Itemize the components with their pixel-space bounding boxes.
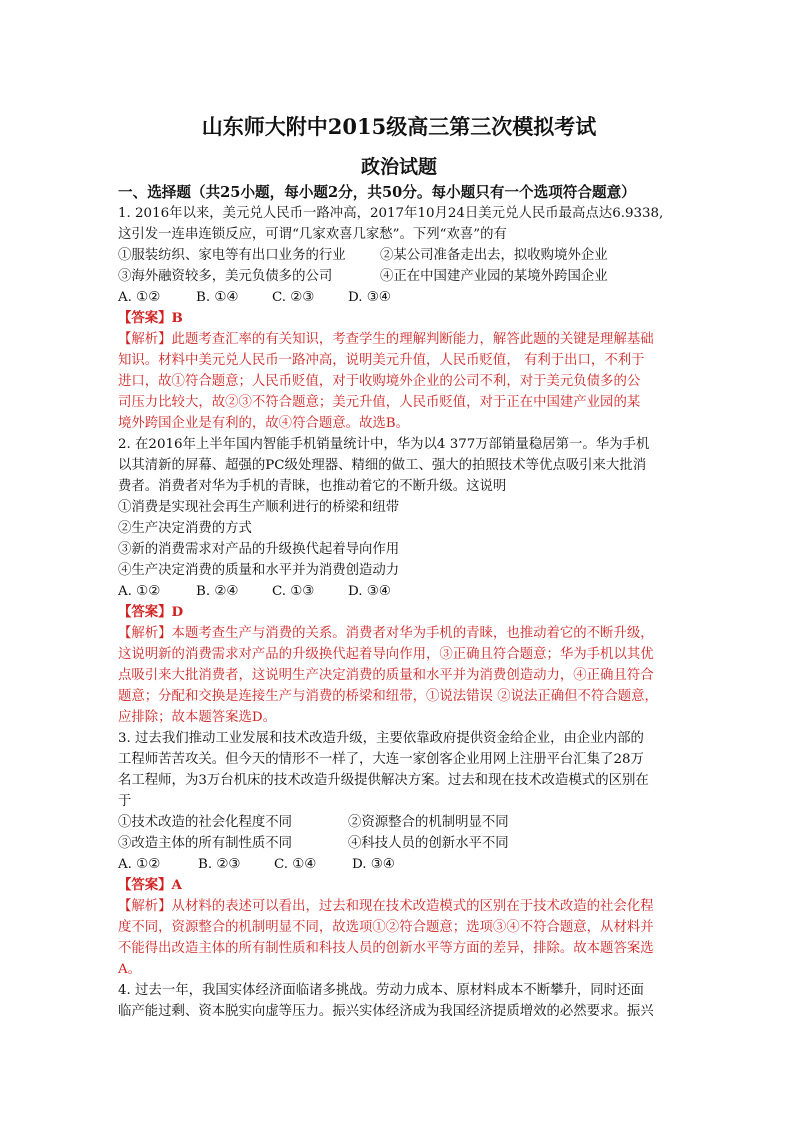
question-stem-line: 以其清新的屏幕、超强的PC级处理器、精细的做工、强大的拍照技术等优点吸引来大批消	[118, 458, 647, 473]
page-subtitle: 政治试题	[360, 156, 437, 178]
analysis-line: 题意；分配和交换是连接生产与消费的桥梁和纽带，①说法错误 ②说法正确但不符合题意，	[118, 689, 658, 704]
section-heading: 一、选择题（共25小题，每小题2分，共50分。每小题只有一个选项符合题意）	[118, 184, 636, 201]
question-stem-line: 于	[118, 794, 132, 809]
analysis-line: 知识。材料中美元兑人民币一路冲高，说明美元升值，人民币贬值， 有利于出口，不利于	[118, 353, 645, 368]
question-stem-line: 费者。消费者对华为手机的青睐，也推动着它的不断升级。这说明	[118, 479, 507, 494]
page-title: 山东师大附中2015级高三第三次模拟考试	[201, 114, 597, 139]
analysis-line: A。	[118, 962, 142, 977]
analysis-line: 应排除；故本题答案选D。	[118, 710, 277, 725]
option-c: C. ②③	[272, 290, 315, 305]
analysis-line: 进口，故①符合题意；人民币贬值，对于收购境外企业的公司不利，对于美元负债多的公	[118, 374, 641, 389]
choice-row	[118, 812, 680, 833]
option-d: D. ③④	[352, 857, 395, 872]
choice-row	[118, 245, 680, 266]
question-stem-line: 工程师苦苦攻关。但今天的情形不一样了，大连一家创客企业用网上注册平台汇集了28万	[118, 752, 644, 767]
question-3	[118, 728, 680, 980]
question-4	[118, 980, 680, 1022]
analysis-line: 【解析】从材料的表述可以看出，过去和现在技术改造模式的区别在于技术改造的社会化程	[118, 899, 654, 914]
question-stem-line: 这引发一连串连锁反应，可谓“几家欢喜几家愁”。下列“欢喜”的有	[118, 227, 507, 242]
option-b: B. ①④	[196, 290, 239, 305]
option-a: A. ①②	[118, 584, 161, 599]
question-1	[118, 203, 680, 434]
answer-label: 【答案】B	[118, 310, 183, 326]
option-c: C. ①④	[274, 857, 317, 872]
question-stem-line: 1. 2016年以来，美元兑人民币一路冲高，2017年10月24日美元兑人民币最高点达6.9338,	[118, 206, 664, 221]
choice-item: ②生产决定消费的方式	[118, 521, 252, 536]
question-stem-line: 3. 过去我们推动工业发展和技术改造升级，主要依靠政府提供资金给企业，由企业内部的	[118, 731, 644, 746]
analysis-line: 不能得出改造主体的所有制性质和科技人员的创新水平等方面的差异，排除。故本题答案选	[118, 941, 654, 956]
analysis-line: 境外跨国企业是有利的，故④符合题意。故选B。	[118, 416, 410, 431]
option-a: A. ①②	[118, 290, 161, 305]
analysis-line: 司压力比较大，故②③不符合题意；美元升值，人民币贬值，对于正在中国建产业园的某	[118, 395, 641, 410]
question-stem-line: 4. 过去一年，我国实体经济面临诸多挑战。劳动力成本、原材料成本不断攀升，同时还面	[118, 983, 644, 998]
choice-item: ②资源整合的机制明显不同	[348, 815, 509, 830]
option-a: A. ①②	[118, 857, 161, 872]
choice-item: ③新的消费需求对产品的升级换代起着导向作用	[118, 542, 400, 557]
choice-item: ③海外融资较多，美元负债多的公司	[118, 269, 333, 284]
analysis-line: 【解析】此题考查汇率的有关知识，考查学生的理解判断能力，解答此题的关键是理解基础	[118, 332, 654, 347]
answer-label: 【答案】A	[118, 877, 182, 893]
choice-item: ③改造主体的所有制性质不同	[118, 836, 293, 851]
document-page	[118, 100, 680, 1022]
question-stem-line: 名工程师，为3万台机床的技术改造升级提供解决方案。过去和现在技术改造模式的区别在	[118, 773, 649, 788]
option-d: D. ③④	[348, 290, 391, 305]
choice-row	[118, 833, 680, 854]
answer-label: 【答案】D	[118, 604, 184, 620]
option-b: B. ②④	[196, 584, 239, 599]
choice-row	[118, 266, 680, 287]
answer-options	[118, 854, 680, 875]
question-stem-line: 临产能过剩、资本脱实向虚等压力。振兴实体经济成为我国经济提质增效的必然要求。振兴	[118, 1004, 654, 1019]
analysis-line: 这说明新的消费需求对产品的升级换代起着导向作用，③正确且符合题意；华为手机以其优	[118, 647, 654, 662]
option-b: B. ②③	[198, 857, 241, 872]
analysis-line: 【解析】本题考查生产与消费的关系。消费者对华为手机的青睐，也推动着它的不断升级，	[118, 626, 654, 641]
choice-item: ①技术改造的社会化程度不同	[118, 815, 293, 830]
choice-item: ④科技人员的创新水平不同	[348, 836, 509, 851]
choice-item: ①消费是实现社会再生产顺利进行的桥梁和纽带	[118, 500, 400, 515]
question-stem-line: 2. 在2016年上半年国内智能手机销量统计中，华为以4 377万部销量稳居第一。华为手机	[118, 437, 650, 452]
choice-item: ④生产决定消费的质量和水平并为消费创造动力	[118, 563, 400, 578]
analysis-line: 点吸引来大批消费者，这说明生产决定消费的质量和水平并为消费创造动力，④正确且符合	[118, 668, 654, 683]
question-2	[118, 434, 680, 728]
answer-options	[118, 581, 680, 602]
analysis-line: 度不同，资源整合的机制明显不同，故选项①②符合题意；选项③④不符合题意，从材料并	[118, 920, 654, 935]
choice-item: ①服装纺织、家电等有出口业务的行业	[118, 248, 346, 263]
choice-item: ④正在中国建产业园的某境外跨国企业	[380, 269, 608, 284]
answer-options	[118, 287, 680, 308]
option-c: C. ①③	[272, 584, 315, 599]
choice-item: ②某公司准备走出去，拟收购境外企业	[380, 248, 608, 263]
option-d: D. ③④	[348, 584, 391, 599]
